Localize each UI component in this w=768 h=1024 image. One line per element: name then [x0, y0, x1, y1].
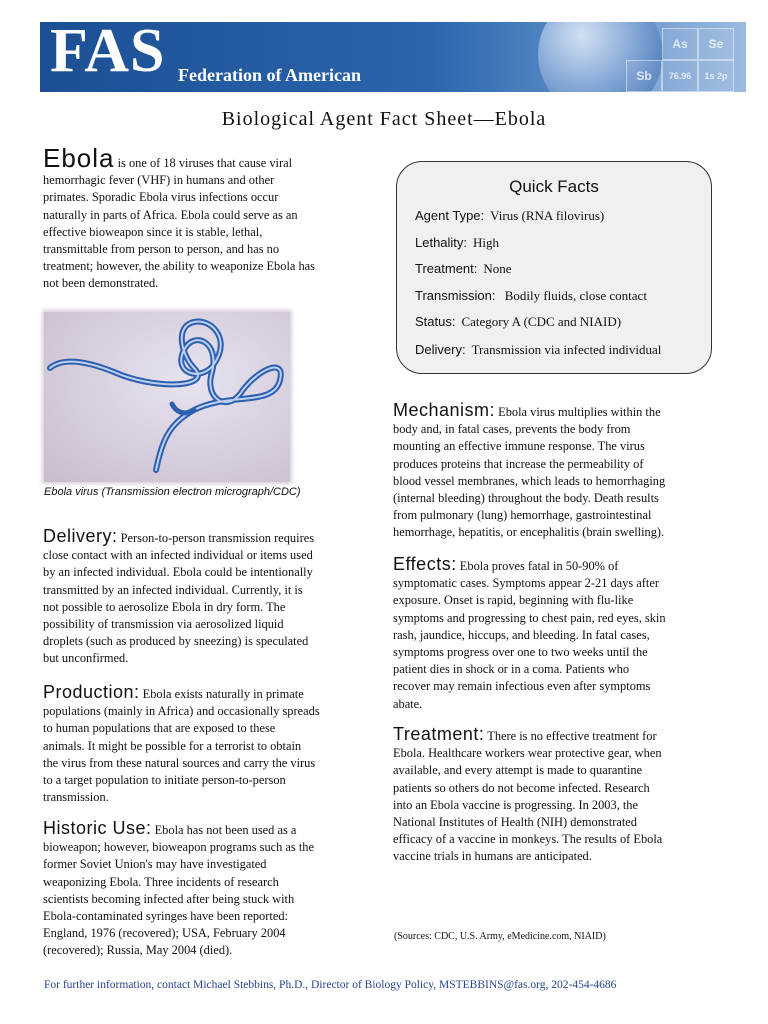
text-line: Person-to-person transmission requires	[117, 531, 315, 545]
text-line: Ebola-contaminated syringes have been reported:	[43, 909, 288, 924]
text-line: hemorrhagic fever (VHF) in humans and other	[43, 173, 275, 188]
text-line: effective bioweapon since it is stable, lethal,	[43, 224, 263, 239]
text-line: to a target population to initiate person-to-person	[43, 773, 286, 788]
text-line: recover may remain infectious even after symptoms	[393, 679, 651, 694]
periodic-tiles	[600, 28, 746, 92]
fact-row	[415, 342, 661, 358]
text-line: animals. It might be possible for a terrorist to obtain	[43, 738, 302, 753]
text-line: National Institutes of Health (NIH) demonstrated	[393, 815, 637, 830]
fact-value: Bodily fluids, close contact	[501, 288, 647, 303]
text-line: patient dies in shock or in a coma. Patients who	[393, 662, 630, 677]
effects-section	[393, 554, 723, 713]
delivery-section	[43, 526, 373, 668]
text-line: There is no effective treatment for	[484, 729, 657, 743]
text-line: symptoms progress over one to two weeks until the	[393, 645, 648, 660]
text-line: symptomatic cases. Symptoms appear 2-21 days after	[393, 576, 659, 591]
text-line: Ebola has not been used as a	[151, 823, 297, 837]
text-line: transmittable from person to person, and has no	[43, 242, 280, 257]
text-line: (recovered); Russia, May 2004 (died).	[43, 943, 233, 958]
intro-section	[43, 143, 373, 293]
fact-value: Virus (RNA filovirus)	[490, 208, 605, 223]
image-caption: Ebola virus (Transmission electron micrograph/CDC)	[44, 486, 301, 498]
historic-use-section	[43, 818, 373, 960]
text-line: droplets (such as produced by sneezing) is speculated	[43, 634, 309, 649]
text-line: primates. Sporadic Ebola virus infections occur	[43, 190, 279, 205]
element-tile: As	[662, 28, 698, 60]
text-line: scientists becoming infected after being stuck with	[43, 891, 295, 906]
text-line: weaponizing Ebola. Three incidents of research	[43, 874, 279, 889]
fact-row	[415, 235, 499, 251]
text-line: is one of 18 viruses that cause viral	[114, 156, 293, 170]
contact-footer[interactable]: For further information, contact Michael Stebbins, Ph.D., Director of Biology Policy, MSTEBBINS@fas.org, 202-454-4686	[44, 979, 617, 991]
fact-label: Transmission:	[415, 288, 496, 303]
ebola-lead: Ebola	[43, 143, 115, 173]
section-heading: Production:	[43, 682, 140, 702]
text-line: symptoms and progressing to chest pain, red eyes, skin	[393, 610, 666, 625]
virus-filament-illustration	[44, 312, 290, 482]
fact-value: High	[473, 235, 500, 250]
text-line: mounting an effective immune response. The virus	[393, 439, 645, 454]
text-line: Ebola proves fatal in 50-90% of	[456, 559, 619, 573]
text-line: abate.	[393, 696, 423, 711]
section-heading: Delivery:	[43, 526, 118, 546]
text-line: treatment; however, the ability to weaponize Ebola has	[43, 259, 316, 274]
fact-row	[415, 208, 604, 224]
text-line: populations (mainly in Africa) and occasionally spreads	[43, 704, 320, 719]
text-line: Ebola. Healthcare workers wear protective gear, when	[393, 746, 662, 761]
fas-logo: FAS	[50, 22, 166, 85]
text-line: vaccine trials in humans are anticipated.	[393, 849, 592, 864]
quick-facts-title: Quick Facts	[509, 177, 599, 196]
text-line: not been demonstrated.	[43, 276, 159, 291]
text-line: rash, jaundice, hiccups, and bleeding. In fatal cases,	[393, 627, 650, 642]
section-heading: Treatment:	[393, 724, 485, 744]
text-line: hemorrhage, hepatitis, or encephalitis (brain swelling).	[393, 525, 665, 540]
text-line: blood vessel membranes, which leads to hemorrhaging	[393, 473, 666, 488]
org-name: Federation of American	[178, 65, 361, 85]
ebola-micrograph-image	[44, 312, 290, 482]
text-line: Ebola exists naturally in primate	[139, 687, 304, 701]
element-tile: Se	[698, 28, 734, 60]
text-line: possibility of transmission via aerosolized liquid	[43, 617, 284, 632]
fact-value: None	[483, 261, 512, 276]
text-line: former Soviet Union's may have investigated	[43, 857, 267, 872]
header-banner	[40, 22, 746, 92]
production-section	[43, 682, 373, 806]
text-line: close contact with an infected individual or items used	[43, 548, 313, 563]
section-heading: Effects:	[393, 554, 457, 574]
document-title: Biological Agent Fact Sheet—Ebola	[221, 108, 547, 130]
text-line: from pulmonary (lung) hemorrhage, gastrointestinal	[393, 508, 652, 523]
treatment-section	[393, 724, 723, 866]
text-line: efficacy of a vaccine in monkeys. The results of Ebola	[393, 832, 663, 847]
sources-note: (Sources: CDC, U.S. Army, eMedicine.com, NIAID)	[394, 931, 606, 942]
element-tile: 76.96	[662, 60, 698, 92]
element-tile: 1s 2p	[698, 60, 734, 92]
text-line: available, and every attempt is made to quarantine	[393, 763, 643, 778]
text-line: bioweapon; however, bioweapon programs such as the	[43, 840, 314, 855]
fact-row	[415, 288, 647, 304]
fact-row	[415, 261, 512, 277]
text-line: patients so others do not become infected. Research	[393, 780, 650, 795]
fact-label: Treatment:	[415, 261, 478, 276]
text-line: transmission.	[43, 790, 109, 805]
text-line: body and, in fatal cases, prevents the body from	[393, 422, 631, 437]
section-heading: Mechanism:	[393, 400, 496, 420]
fact-value: Category A (CDC and NIAID)	[461, 314, 622, 329]
text-line: produces proteins that increase the permeability of	[393, 456, 644, 471]
fact-value: Transmission via infected individual	[471, 342, 662, 357]
text-line: transmitted by an infected individual. Currently, it is	[43, 582, 303, 597]
text-line: England, 1976 (recovered); USA, February 2004	[43, 926, 286, 941]
text-line: (internal bleeding) throughout the body. Death results	[393, 491, 659, 506]
text-line: exposure. Onset is rapid, beginning with flu-like	[393, 593, 634, 608]
fact-label: Status:	[415, 314, 456, 329]
text-line: naturally in parts of Africa. Ebola could serve as an	[43, 207, 298, 222]
fact-label: Lethality:	[415, 235, 468, 250]
text-line: but unconfirmed.	[43, 651, 129, 666]
element-tile: Sb	[626, 60, 662, 92]
text-line: into an Ebola vaccine is progressing. In 2003, the	[393, 797, 638, 812]
text-line: to human populations that are exposed to these	[43, 721, 276, 736]
text-line: by an infected individual. Ebola could be intentionally	[43, 565, 313, 580]
fact-label: Delivery:	[415, 342, 466, 357]
text-line: Ebola virus multiplies within the	[495, 405, 661, 419]
fact-row	[415, 314, 621, 330]
text-line: the virus from these natural sources and carry the virus	[43, 755, 316, 770]
quick-facts-box	[396, 161, 712, 374]
fact-label: Agent Type:	[415, 208, 485, 223]
mechanism-section	[393, 400, 723, 542]
text-line: not possible to aerosolize Ebola in dry form. The	[43, 599, 286, 614]
section-heading: Historic Use:	[43, 818, 152, 838]
